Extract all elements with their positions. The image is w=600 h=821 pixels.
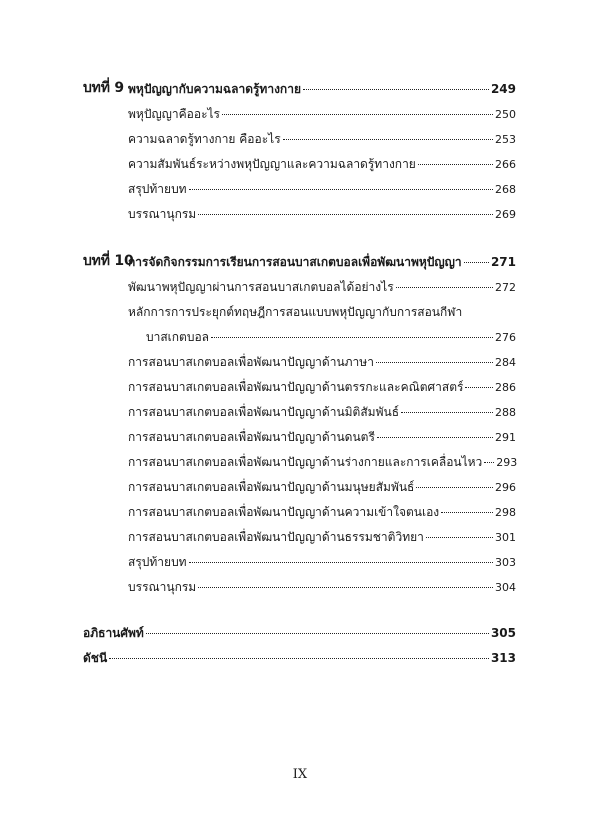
toc-entry[interactable]: [128, 453, 516, 472]
glossary-title: อภิธานศัพท์: [83, 626, 144, 640]
toc-entry[interactable]: [128, 578, 516, 597]
toc-glossary[interactable]: [83, 624, 516, 643]
index-page: 313: [490, 651, 516, 665]
leader-dots: [426, 537, 493, 538]
leader-dots: [303, 89, 489, 90]
toc-entry[interactable]: [128, 155, 516, 174]
leader-dots: [465, 387, 493, 388]
toc-entry[interactable]: [128, 553, 516, 572]
entry-page: 303: [495, 556, 516, 569]
toc-entry[interactable]: [128, 130, 516, 149]
leader-dots: [377, 437, 493, 438]
entry-title: บรรณานุกรม: [128, 580, 197, 594]
leader-dots: [211, 337, 493, 338]
chapter-9-page: 249: [490, 82, 516, 96]
entry-title: พหุปัญญาคืออะไร: [128, 107, 220, 121]
chapter-10-page: 271: [490, 255, 516, 269]
toc-entry[interactable]: [128, 353, 516, 372]
leader-dots: [109, 658, 489, 659]
chapter-9-heading[interactable]: [128, 80, 516, 99]
toc-entry[interactable]: [128, 278, 516, 297]
chapter-10-title: การจัดกิจกรรมการเรียนการสอนบาสเกตบอลเพื่อพัฒนาพหุปัญญา: [128, 255, 462, 269]
entry-title: บาสเกตบอล: [146, 330, 210, 344]
leader-dots: [401, 412, 493, 413]
leader-dots: [189, 189, 493, 190]
chapter-9-label: บทที่ 9: [83, 80, 124, 96]
entry-page: 301: [495, 531, 516, 544]
entry-page: 272: [495, 281, 516, 294]
leader-dots: [146, 633, 489, 634]
chapter-10-label: บทที่ 10: [83, 253, 134, 269]
leader-dots: [396, 287, 493, 288]
chapter-10-heading[interactable]: [128, 253, 516, 272]
entry-page: 253: [495, 133, 516, 146]
entry-title: ความฉลาดรู้ทางกาย คืออะไร: [128, 132, 281, 146]
entry-title: สรุปท้ายบท: [128, 555, 187, 569]
toc-entry[interactable]: [128, 428, 516, 447]
leader-dots: [376, 362, 493, 363]
leader-dots: [418, 164, 493, 165]
leader-dots: [283, 139, 493, 140]
entry-title: สรุปท้ายบท: [128, 182, 187, 196]
entry-title: พัฒนาพหุปัญญาผ่านการสอนบาสเกตบอลได้อย่างไร: [128, 280, 394, 294]
glossary-page: 305: [490, 626, 516, 640]
toc-entry-multiline-start[interactable]: [128, 303, 516, 322]
entry-title: การสอนบาสเกตบอลเพื่อพัฒนาปัญญาด้านความเข้าใจตนเอง: [128, 505, 440, 519]
entry-title: การสอนบาสเกตบอลเพื่อพัฒนาปัญญาด้านมนุษยสัมพันธ์: [128, 480, 415, 494]
toc-entry[interactable]: [128, 503, 516, 522]
leader-dots: [222, 114, 493, 115]
entry-page: 288: [495, 406, 516, 419]
toc-entry[interactable]: [128, 205, 516, 224]
entry-page: 276: [495, 331, 516, 344]
page-number: IX: [292, 767, 308, 782]
toc-index[interactable]: [83, 649, 516, 668]
toc-entry[interactable]: [128, 403, 516, 422]
entry-page: 296: [495, 481, 516, 494]
entry-title: การสอนบาสเกตบอลเพื่อพัฒนาปัญญาด้านมิติสัมพันธ์: [128, 405, 400, 419]
entry-page: 286: [495, 381, 516, 394]
entry-title: บรรณานุกรม: [128, 207, 197, 221]
leader-dots: [484, 462, 494, 463]
toc-entry[interactable]: [128, 105, 516, 124]
entry-page: 304: [495, 581, 516, 594]
leader-dots: [198, 214, 493, 215]
toc-entry[interactable]: [128, 378, 516, 397]
entry-title: การสอนบาสเกตบอลเพื่อพัฒนาปัญญาด้านร่างกายและการเคลื่อนไหว: [128, 455, 483, 469]
toc-entry[interactable]: [128, 528, 516, 547]
entry-page: 293: [496, 456, 518, 469]
entry-title: การสอนบาสเกตบอลเพื่อพัฒนาปัญญาด้านภาษา: [128, 355, 374, 369]
leader-dots: [441, 512, 493, 513]
entry-title: การสอนบาสเกตบอลเพื่อพัฒนาปัญญาด้านธรรมชาติวิทยา: [128, 530, 424, 544]
chapter-9-title: พหุปัญญากับความฉลาดรู้ทางกาย: [128, 82, 301, 96]
leader-dots: [416, 487, 493, 488]
index-title: ดัชนี: [83, 651, 108, 665]
entry-page: 268: [495, 183, 516, 196]
entry-page: 266: [495, 158, 516, 171]
leader-dots: [189, 562, 493, 563]
toc-entry-multiline-end[interactable]: [146, 328, 516, 347]
entry-title: ความสัมพันธ์ระหว่างพหุปัญญาและความฉลาดรู้ทางกาย: [128, 157, 416, 171]
entry-page: 291: [495, 431, 516, 444]
entry-title: การสอนบาสเกตบอลเพื่อพัฒนาปัญญาด้านดนตรี: [128, 430, 375, 444]
leader-dots: [464, 262, 489, 263]
entry-page: 298: [495, 506, 516, 519]
entry-page: 269: [495, 208, 516, 221]
entry-title: หลักการการประยุกต์ทฤษฎีการสอนแบบพหุปัญญากับการสอนกีฬา: [128, 305, 463, 319]
leader-dots: [198, 587, 493, 588]
entry-page: 250: [495, 108, 516, 121]
toc-entry[interactable]: [128, 478, 516, 497]
entry-page: 284: [495, 356, 516, 369]
entry-title: การสอนบาสเกตบอลเพื่อพัฒนาปัญญาด้านตรรกะและคณิตศาสตร์: [128, 380, 464, 394]
toc-entry[interactable]: [128, 180, 516, 199]
